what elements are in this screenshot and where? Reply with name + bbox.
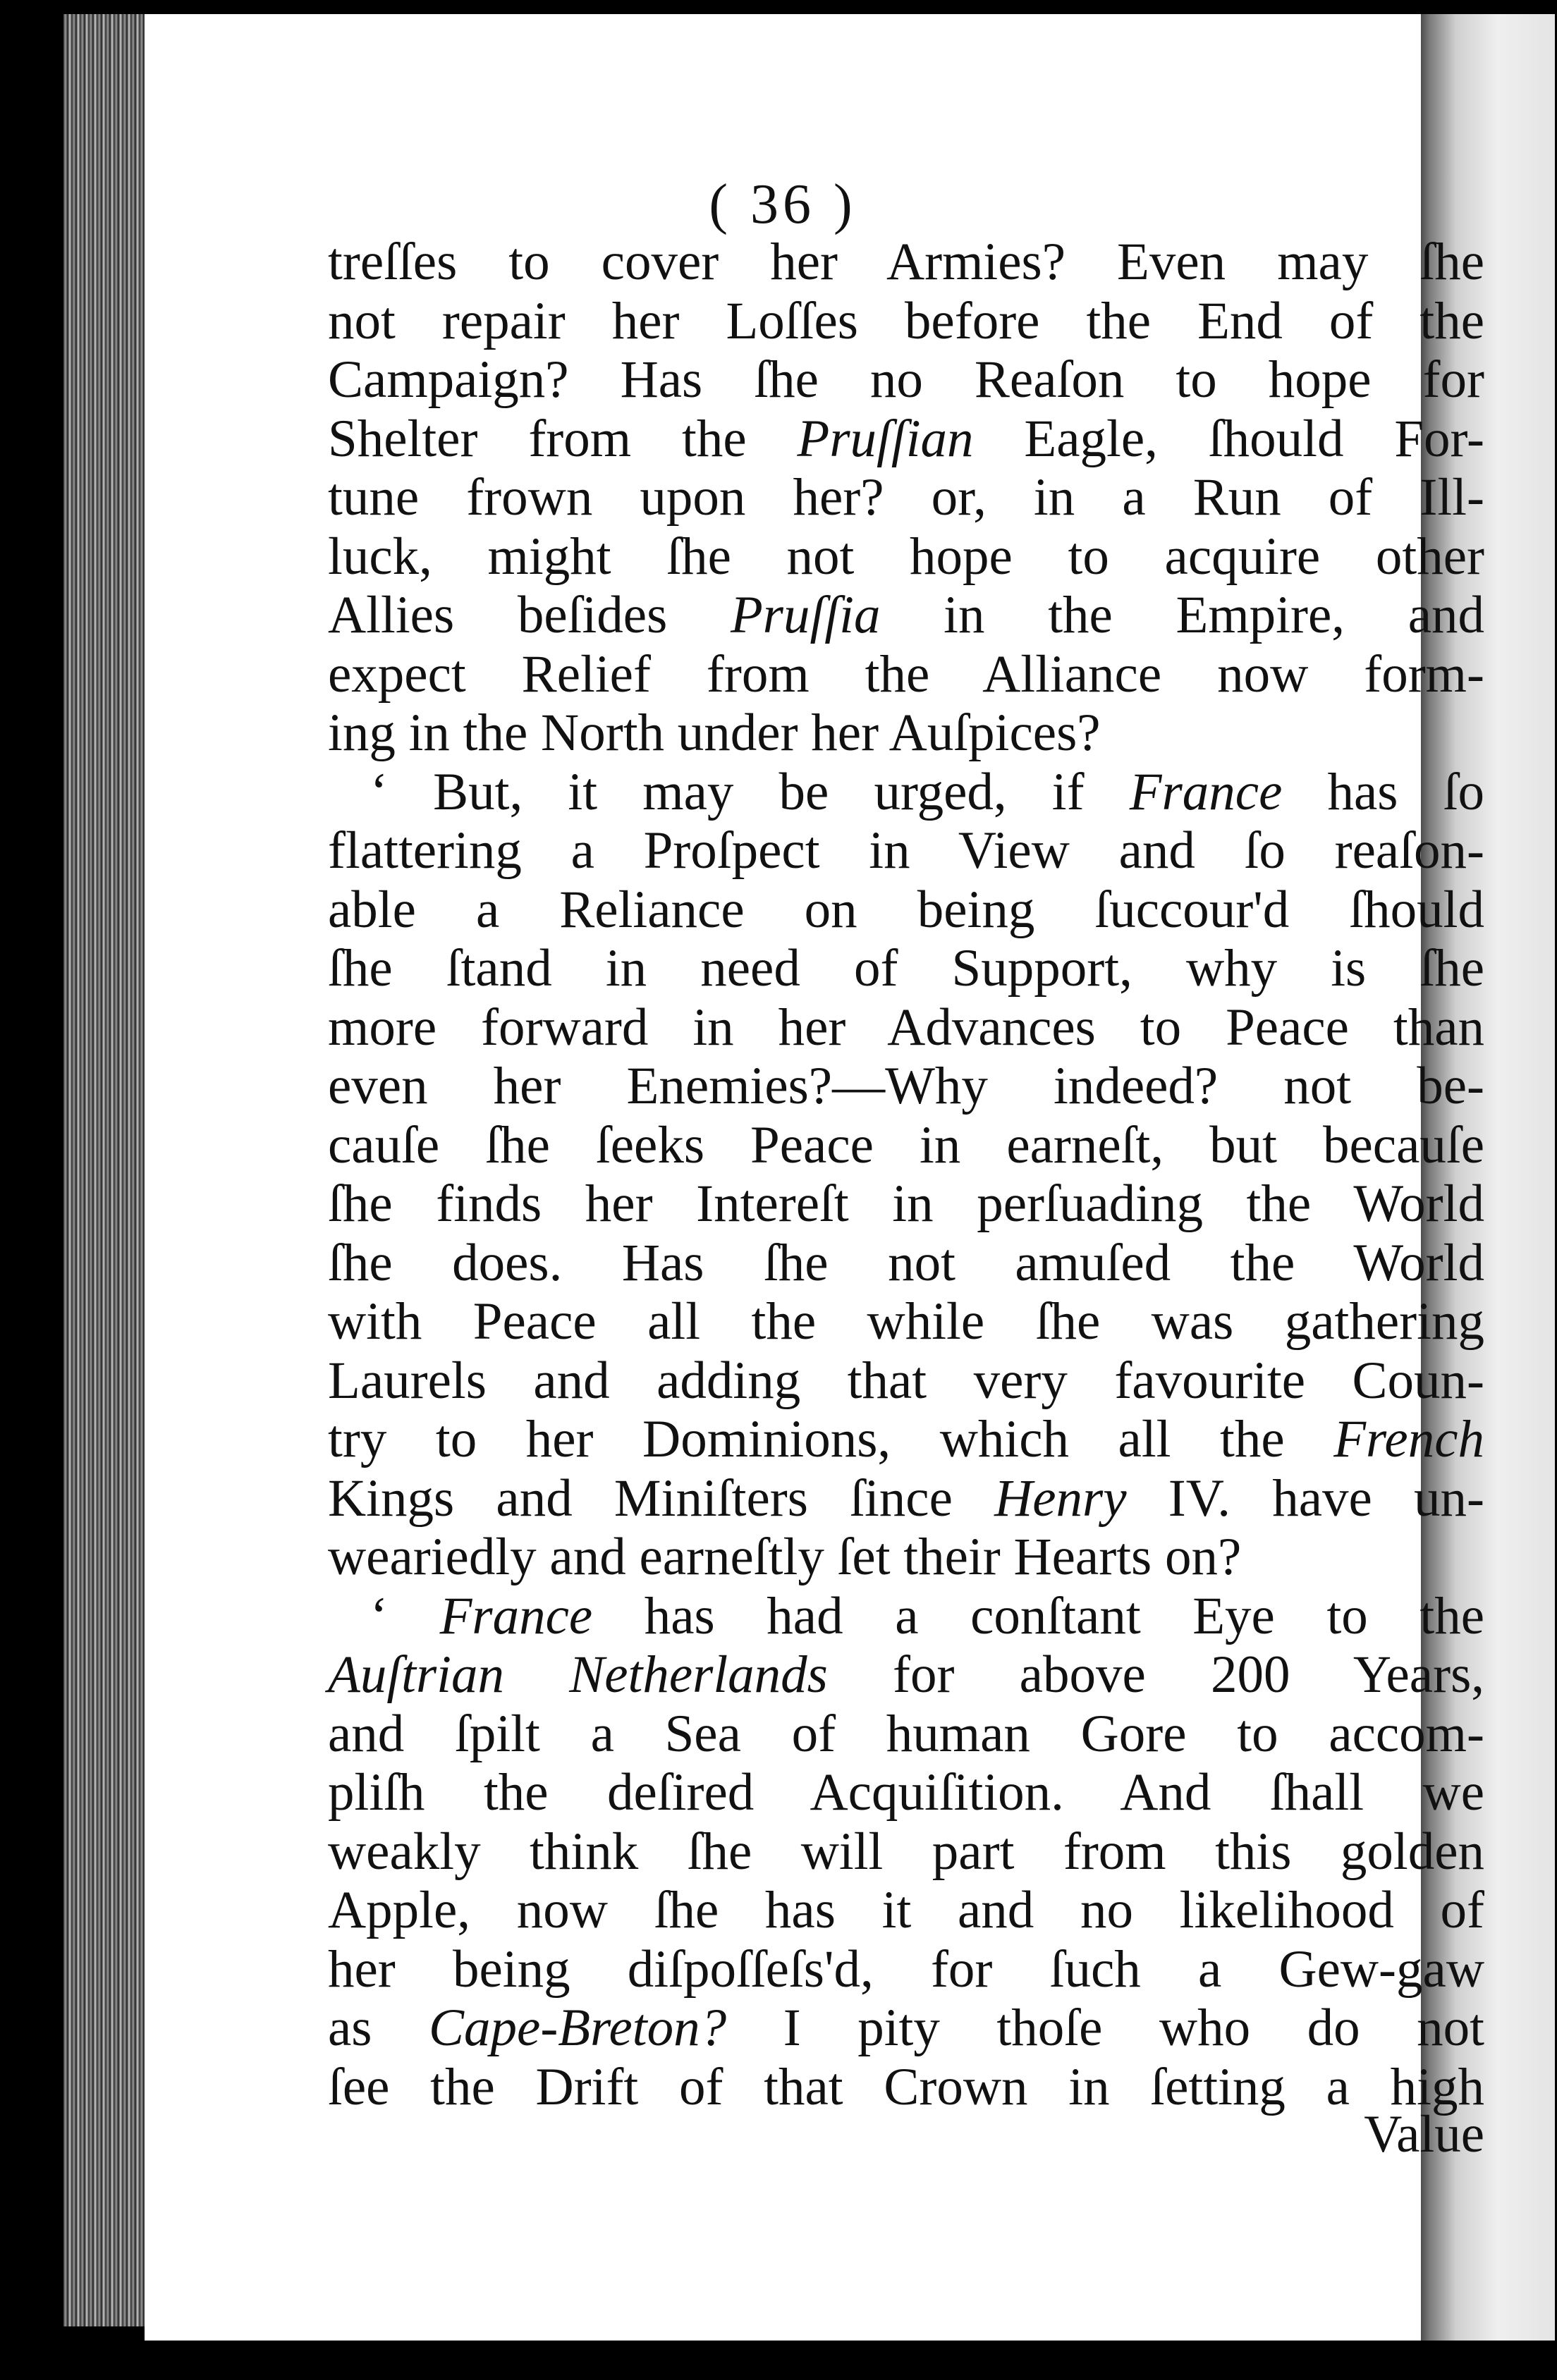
text-line	[328, 998, 1484, 1057]
text-line	[328, 1174, 1484, 1234]
text-line	[328, 1292, 1484, 1351]
italic-text: Henry	[994, 1468, 1127, 1528]
text-line	[328, 1528, 1484, 1587]
text-segment: Allies beſides	[328, 586, 731, 644]
text-line	[328, 939, 1484, 998]
text-line	[328, 1234, 1484, 1293]
text-segment: with Peace all the while ſhe was gathering	[328, 1292, 1484, 1351]
text-segment: luck, might ſhe not hope to acquire other	[328, 527, 1484, 586]
text-segment: ſhe does. Has ſhe not amuſed the World	[328, 1233, 1484, 1292]
book-binding-edge	[63, 14, 148, 2326]
text-segment: treſſes to cover her Armies? Even may ſhe	[328, 233, 1484, 291]
text-segment: cauſe ſhe ſeeks Peace in earneſt, but becauſe	[328, 1115, 1484, 1174]
text-line	[328, 1410, 1484, 1469]
text-line	[328, 704, 1484, 763]
text-segment: Campaign? Has ſhe no Reaſon to hope for	[328, 350, 1484, 409]
text-segment: Shelter from the	[328, 409, 798, 468]
italic-text: France	[439, 1586, 593, 1645]
italic-text: Auſtrian Netherlands	[328, 1645, 828, 1704]
text-line	[328, 410, 1484, 469]
text-line	[328, 1763, 1484, 1822]
italic-text: Cape-Breton?	[429, 1999, 727, 2057]
text-line	[328, 1469, 1484, 1528]
text-segment: has ſo	[1282, 762, 1484, 821]
text-segment: as	[328, 1999, 429, 2057]
text-segment: and ſpilt a Sea of human Gore to accom-	[328, 1704, 1484, 1763]
text-line	[328, 645, 1484, 704]
italic-text: Pruſſian	[797, 409, 974, 468]
text-line	[328, 468, 1484, 527]
text-line	[328, 350, 1484, 410]
text-segment: in the Empire, and	[880, 586, 1484, 644]
text-line	[328, 292, 1484, 351]
text-line	[328, 1351, 1484, 1411]
text-segment: IV. have un-	[1126, 1468, 1484, 1528]
text-line	[328, 1057, 1484, 1116]
text-segment: not repair her Loſſes before the End of the	[328, 291, 1484, 350]
text-line	[328, 1881, 1484, 1940]
text-segment: for above 200 Years,	[827, 1645, 1484, 1704]
body-text	[328, 233, 1484, 2116]
italic-text: France	[1129, 762, 1283, 821]
book-page	[145, 14, 1484, 2341]
text-line	[328, 821, 1484, 881]
text-line	[328, 1116, 1484, 1175]
text-segment: even her Enemies?—Why indeed? not be-	[328, 1057, 1484, 1115]
text-line	[328, 1645, 1484, 1705]
text-segment: weakly think ſhe will part from this golden	[328, 1822, 1484, 1881]
text-segment: weariedly and earneſtly ſet their Hearts on?	[328, 1528, 1242, 1586]
text-line	[328, 1940, 1484, 1999]
page-number: ( 36 )	[709, 173, 857, 235]
text-segment: expect Relief from the Alliance now form-	[328, 644, 1484, 704]
text-line	[328, 763, 1484, 822]
text-line	[328, 1705, 1484, 1764]
text-segment: more forward in her Advances to Peace than	[328, 998, 1484, 1057]
text-line	[328, 1999, 1484, 2058]
text-segment: tune frown upon her? or, in a Run of Ill-	[328, 468, 1484, 527]
text-segment: ſhe ſtand in need of Support, why is ſhe	[328, 939, 1484, 998]
italic-text: French	[1333, 1410, 1484, 1468]
text-line	[328, 1587, 1484, 1646]
text-segment: ‘	[370, 1586, 440, 1645]
text-segment: ſhe finds her Intereſt in perſuading the World	[328, 1174, 1484, 1233]
catchword: Value	[1364, 2105, 1484, 2164]
text-segment: Kings and Miniſters ſince	[328, 1468, 995, 1528]
text-line	[328, 233, 1484, 292]
text-segment: her being diſpoſſeſs'd, for ſuch a Gew-gaw	[328, 1939, 1484, 1999]
text-line	[328, 1822, 1484, 1882]
text-segment: flattering a Proſpect in View and ſo reaſon-	[328, 821, 1484, 880]
text-segment: pliſh the deſired Acquiſition. And ſhall we	[328, 1763, 1484, 1822]
text-line	[328, 881, 1484, 940]
text-segment: able a Reliance on being ſuccour'd ſhould	[328, 880, 1484, 939]
italic-text: Pruſſia	[730, 586, 881, 644]
text-segment: ing in the North under her Auſpices?	[328, 704, 1101, 762]
text-line	[328, 586, 1484, 645]
text-segment: ‘ But, it may be urged, if	[370, 762, 1130, 821]
text-segment: has had a conſtant Eye to the	[592, 1586, 1484, 1645]
text-segment: Laurels and adding that very favourite Coun-	[328, 1351, 1484, 1410]
text-segment: try to her Dominions, which all the	[328, 1410, 1334, 1468]
text-segment: ſee the Drift of that Crown in ſetting a high	[328, 2057, 1484, 2116]
text-segment: Apple, now ſhe has it and no likelihood of	[328, 1881, 1484, 1939]
text-segment: Eagle, ſhould For-	[973, 409, 1484, 468]
text-segment: I pity thoſe who do not	[726, 1999, 1484, 2057]
text-line	[328, 527, 1484, 587]
